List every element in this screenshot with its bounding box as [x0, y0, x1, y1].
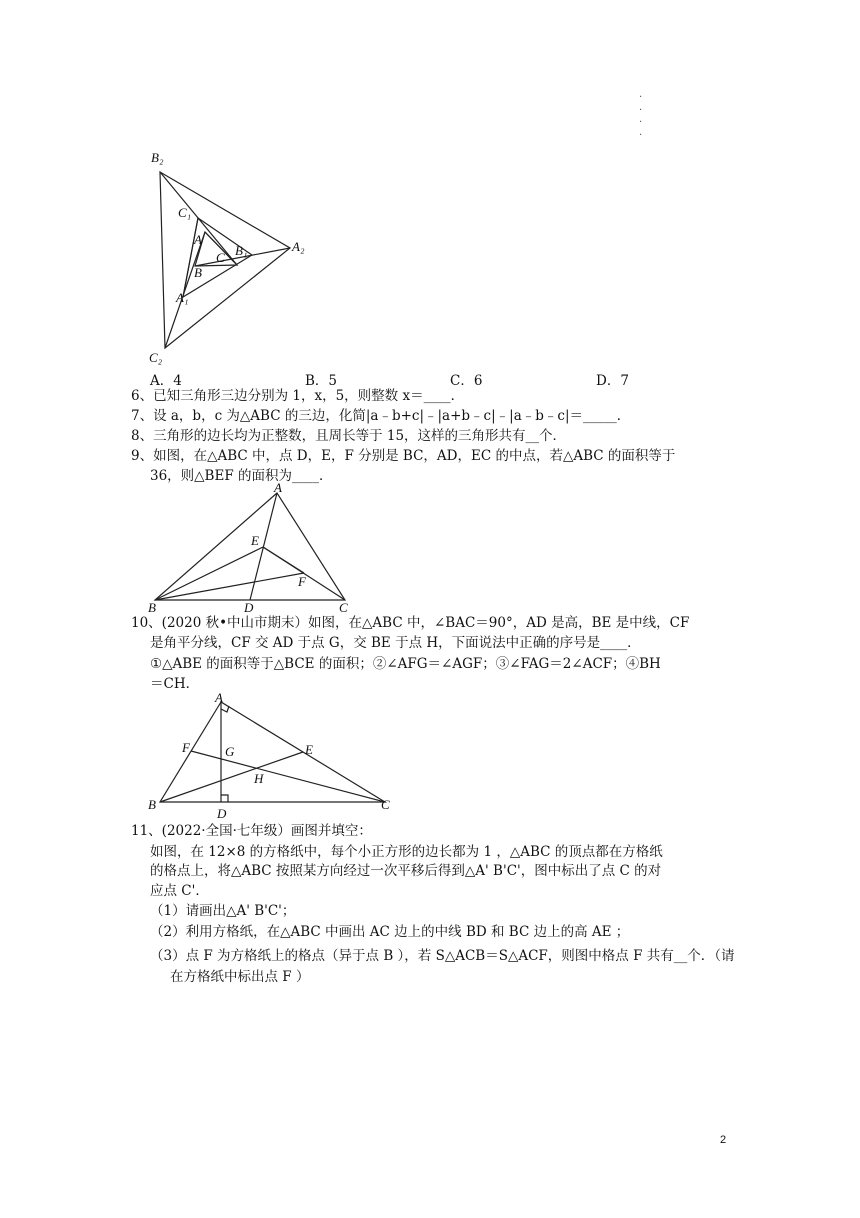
label-a: A — [215, 690, 223, 705]
label-h: H — [254, 771, 264, 786]
question-7: 7、设 a，b，c 为△ABC 的三边，化简|a﹣b+c|﹣|a+b﹣c|﹣|a﹣b﹣c|＝_____． — [131, 408, 631, 424]
question-10-line-2: 是角平分线，CF 交 AD 于点 G，交 BE 于点 H，下面说法中正确的序号是____． — [150, 635, 641, 651]
dot: · — [639, 92, 643, 103]
label-b: B — [194, 265, 202, 280]
figure-nested-triangles — [140, 145, 340, 370]
segment-cf — [191, 751, 385, 802]
question-11-line-4: 应点 C'． — [150, 883, 209, 899]
label-f: F — [182, 740, 190, 755]
question-10-line-1: 10、(2020 秋•中山市期末）如图，在△ABC 中，∠BAC＝90°，AD 是高，BE 是中线，CF — [131, 615, 690, 631]
choice-a: A．4 — [150, 373, 182, 389]
dot: · — [639, 129, 643, 141]
question-11-line-3: 的格点上，将△ABC 按照某方向经过一次平移后得到△A' B'C'，图中标出了点 C 的对 — [150, 863, 662, 879]
right-angle-mark — [221, 795, 228, 802]
label-b1: B₁ — [235, 243, 248, 258]
label-c: C — [381, 797, 390, 812]
right-angle-mark-top — [221, 706, 229, 712]
question-8: 8、三角形的边长均为正整数，且周长等于 15，这样的三角形共有__个． — [131, 428, 567, 444]
dot: · — [639, 104, 643, 116]
label-d: D — [244, 600, 254, 615]
segment-be — [155, 547, 263, 600]
question-9-line-1: 9、如图，在△ABC 中，点 D，E，F 分别是 BC，AD，EC 的中点，若△ABC 的面积等于 — [131, 448, 676, 464]
label-a1: A₁ — [176, 290, 189, 305]
question-11-sub-3: （3）点 F 为方格纸上的格点（异于点 B ），若 S△ACB＝S△ACF，则图中格点 F 共有__个．（请 — [150, 948, 735, 964]
figure-triangle-midpoints — [145, 480, 370, 615]
question-11-sub-4: 在方格纸中标出点 F ） — [170, 969, 310, 985]
label-f: F — [298, 574, 306, 589]
margin-dots — [639, 92, 642, 142]
segment-ef — [263, 547, 304, 573]
label-e: E — [305, 742, 313, 757]
question-11-line-2: 如图，在 12×8 的方格纸中，每个小正方形的边长都为 1 ，△ABC 的顶点都在方格纸 — [150, 844, 663, 860]
question-11-sub-2: （2）利用方格纸，在△ABC 中画出 AC 边上的中线 BD 和 BC 边上的高 AE ； — [150, 924, 630, 940]
label-a: A — [194, 232, 202, 247]
question-9-line-2: 36，则△BEF 的面积为____． — [150, 468, 333, 484]
label-b: B — [148, 600, 156, 615]
question-10-line-4: ＝CH． — [150, 676, 200, 692]
choice-c: C．6 — [450, 373, 483, 389]
label-c1: C₁ — [178, 205, 192, 220]
label-a2: A₂ — [292, 239, 305, 254]
page-number: 2 — [720, 1134, 727, 1146]
label-a: A — [274, 480, 282, 495]
label-b: B — [148, 797, 156, 812]
choice-d: D．7 — [596, 373, 629, 389]
label-e: E — [251, 533, 259, 548]
triangle-abc — [155, 493, 345, 600]
segment-be — [160, 752, 303, 802]
question-11-line-1: 11、(2022·全国·七年级）画图并填空： — [131, 823, 372, 839]
label-c: C — [216, 250, 225, 265]
segment-bf — [155, 573, 304, 600]
label-c: C — [339, 600, 348, 615]
label-c2: C₂ — [149, 350, 163, 365]
figure-right-triangle — [145, 690, 395, 820]
question-11-sub-1: （1）请画出△A' B'C'； — [150, 903, 296, 919]
question-10-line-3: ①△ABE 的面积等于△BCE 的面积；②∠AFG＝∠AGF；③∠FAG＝2∠ACF；④BH — [150, 656, 661, 672]
label-g: G — [225, 744, 235, 759]
dot: · — [639, 117, 643, 128]
label-d: D — [217, 806, 227, 820]
question-6: 6、已知三角形三边分别为 1，x，5，则整数 x＝____． — [131, 388, 465, 404]
label-b2: B₂ — [151, 150, 164, 165]
choice-b: B．5 — [305, 373, 338, 389]
